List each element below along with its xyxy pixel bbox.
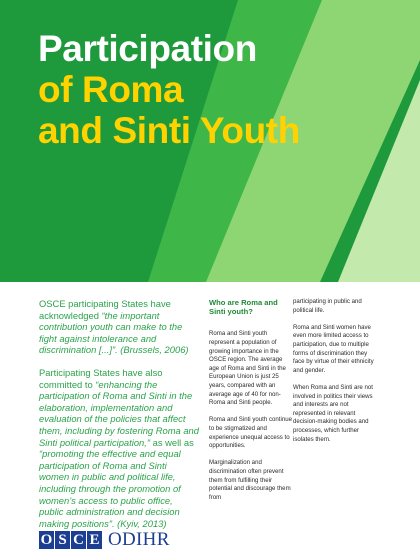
title-line-3: and Sinti Youth [38, 110, 300, 151]
intro-p2-quote-1: “enhancing the participation of Roma and Sinti in the elaboration, implementation and evaluation of the policies that affect them, including by fostering Roma and Sinti political participation,” [39, 378, 199, 448]
title-line-2: of Roma [38, 69, 184, 110]
osce-logo-letter: S [55, 531, 70, 549]
intro-p1-source: (Brussels, 2006) [117, 344, 189, 356]
intro-p2-quote-2: “promoting the effective and equal participation of Roma and Sinti women in public and political life, including through the promotion of women’s access to public office, public administration and decision making positions”. [39, 448, 181, 529]
intro-p2-text-1: Participating States have also committed to [39, 366, 163, 390]
intro-p2-source: (Kyiv, 2013) [114, 517, 167, 529]
column2-paragraph-3: Marginalization and discrimination often prevent them from fulfilling their potential and discourage them from [209, 459, 291, 501]
intro-p1-text: OSCE participating States have acknowledged [39, 298, 171, 321]
intro-paragraph-1 [39, 298, 199, 356]
intro-p2-text-2: as well as [150, 436, 194, 448]
column-continued [293, 298, 377, 453]
osce-logo-letter: O [40, 532, 53, 548]
osce-logo [39, 531, 103, 549]
intro-paragraph-2 [39, 367, 199, 529]
column3-paragraph-2: Roma and Sinti women have even more limited access to participation, due to multiple forms of discrimination they face by virtue of their ethnicity and gender. [293, 323, 374, 374]
title-line-1: Participation [38, 28, 257, 69]
footer-logos [39, 531, 170, 549]
intro-text [39, 298, 199, 540]
section-heading: Who are Roma and Sinti youth? [209, 298, 278, 317]
odihr-logo-text: ODIHR [108, 529, 170, 550]
column-who-are [209, 298, 293, 511]
osce-logo-letter: E [87, 531, 102, 549]
column3-paragraph-1: participating in public and political life. [293, 298, 362, 314]
column3-paragraph-3: When Roma and Sinti are not involved in politics their views and interests are not represented in relevant decision-making bodies and processes, which further isolates them. [293, 383, 373, 443]
intro-p1-quote: “the important contribution youth can make to the fight against intolerance and discrimination [...]”. [39, 309, 183, 356]
column2-paragraph-2: Roma and Sinti youth continue to be stigmatized and experience unequal access to opportunities. [209, 416, 292, 450]
page-title [38, 28, 300, 151]
column2-paragraph-1: Roma and Sinti youth represent a population of growing importance in the OSCE region. The average age of Roma and Sinti in the European Union is just 25 years, compared with an average age of 40 for non-Roma and Sinti people. [209, 330, 286, 407]
osce-logo-letter: C [71, 531, 86, 549]
